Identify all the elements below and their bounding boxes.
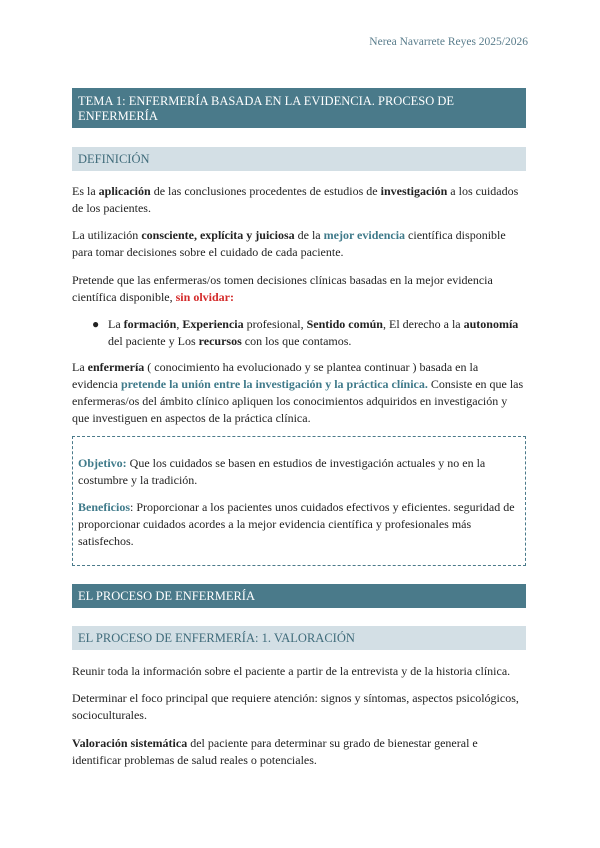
bullet-dot-icon: ●	[92, 317, 100, 331]
section-heading-definicion: DEFINICIÓN	[72, 147, 526, 171]
paragraph-definition-1: Es la aplicación de las conclusiones procedentes de estudios de investigación a los cuidados de los pacientes.	[72, 184, 519, 215]
paragraph-proceso-1: Reunir toda la información sobre el paciente a partir de la entrevista y de la historia clínica.	[72, 664, 511, 678]
list-item	[92, 316, 526, 350]
section-heading-proceso: EL PROCESO DE ENFERMERÍA	[72, 584, 526, 608]
paragraph-definition-2: La utilización consciente, explícita y juiciosa de la mejor evidencia científica disponible para tomar decisiones sobre el cuidado de cada paciente.	[72, 228, 506, 259]
page-title: TEMA 1: ENFERMERÍA BASADA EN LA EVIDENCIA. PROCESO DE ENFERMERÍA	[72, 88, 526, 128]
beneficios-paragraph: Beneficios: Proporcionar a los pacientes unos cuidados efectivos y eficientes. seguridad de proporcionar cuidados acordes a la mejor evidencia científica y profesionales más satisfechos.	[78, 500, 515, 548]
paragraph-definition-3: Pretende que las enfermeras/os tomen decisiones clínicas basadas en la mejor evidencia científica disponible, sin olvidar:	[72, 273, 493, 304]
header-author: Nerea Navarrete Reyes 2025/2026	[369, 36, 528, 48]
bullet-text: La formación, Experiencia profesional, Sentido común, El derecho a la autonomía del paciente y Los recursos con los que contamos.	[108, 317, 519, 348]
subsection-heading-valoracion: EL PROCESO DE ENFERMERÍA: 1. VALORACIÓN	[72, 626, 526, 650]
objetivo-paragraph: Objetivo: Que los cuidados se basen en estudios de investigación actuales y no en la costumbre y la tradición.	[78, 456, 486, 487]
paragraph-definition-4: La enfermería ( conocimiento ha evolucionado y se plantea continuar ) basada en la evidencia pretende la unión entre la investigación y la práctica clínica. Consiste en que las enfermeras/os del ámbito clínico apliquen los conocimientos adquiridos en investigación y que investiguen en aspectos de la práctica clínica.	[72, 360, 524, 425]
paragraph-proceso-3: Valoración sistemática del paciente para determinar su grado de bienestar general e identificar problemas de salud reales o potenciales.	[72, 736, 478, 767]
paragraph-proceso-2: Determinar el foco principal que requiere atención: signos y síntomas, aspectos psicológicos, socioculturales.	[72, 691, 519, 722]
callout-box	[72, 436, 526, 566]
